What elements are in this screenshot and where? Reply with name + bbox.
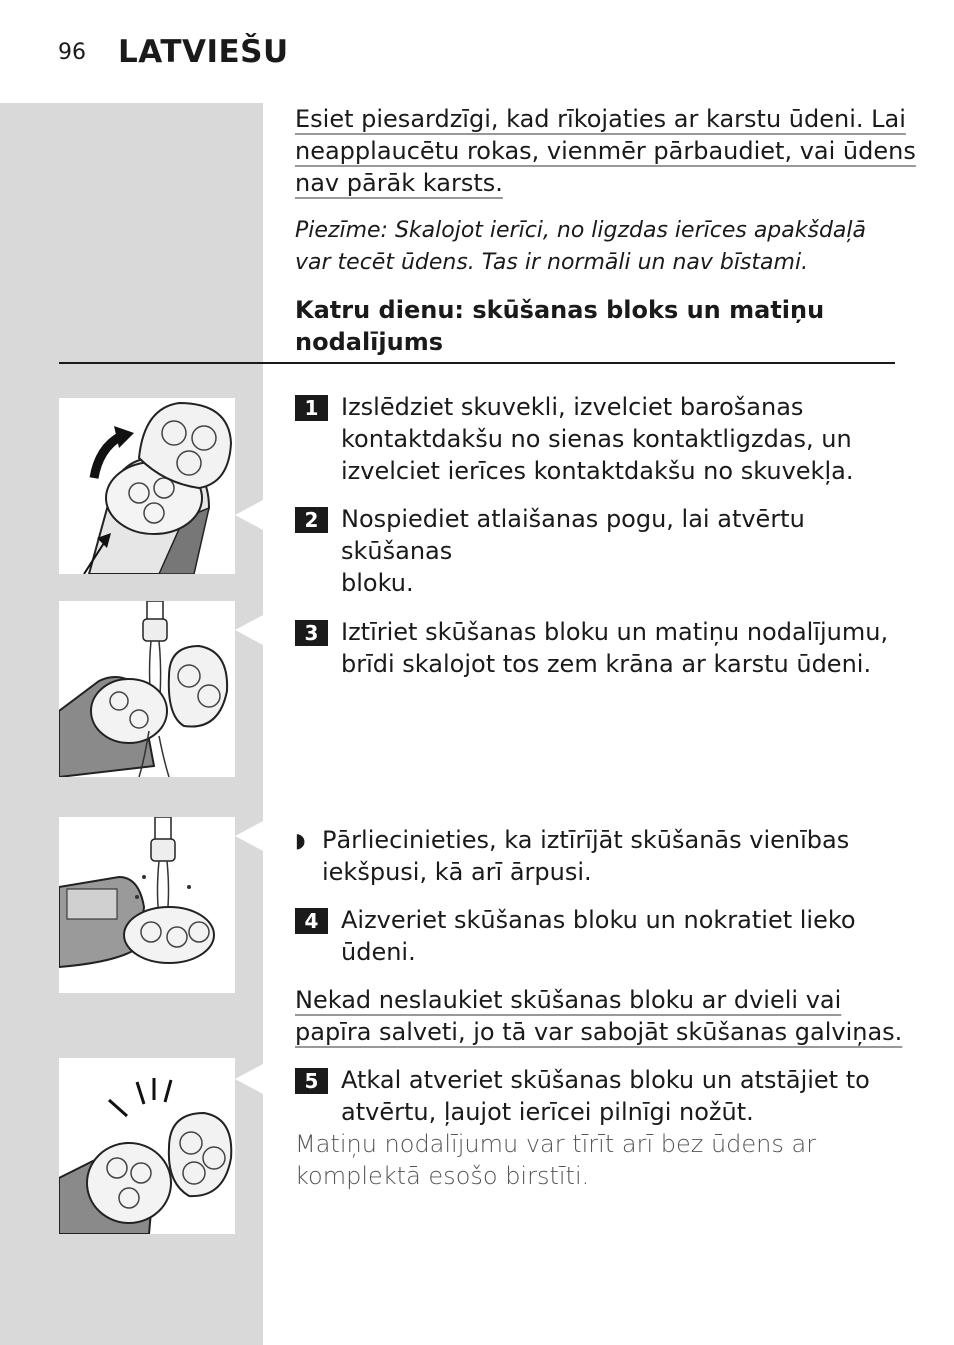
figure-rinse-unit [59,601,235,777]
rinse-note [295,215,866,279]
step-number-badge: 5 [295,1068,328,1094]
section-heading [295,294,824,358]
warning-line: Esiet piesardzīgi, kad rīkojaties ar karstu ūdeni. Lai [295,105,906,133]
dry-cleaning-info [295,1128,816,1192]
shaver-open-illustration [59,398,235,574]
step-line: Aizveriet skūšanas bloku un nokratiet lieko [341,906,856,934]
heading-line: nodalījums [295,328,444,356]
warning-line: nav pārāk karsts. [295,169,503,197]
step-number-badge: 2 [295,507,328,533]
step-line: brīdi skalojot tos zem krāna ar karstu ūdeni. [341,650,872,678]
tip-line: iekšpusi, kā arī ārpusi. [322,858,592,886]
towel-warning [295,984,902,1048]
step-line: Atkal atveriet skūšanas bloku un atstājiet to [341,1066,870,1094]
closed-unit-rinse-illustration [59,817,235,993]
page-number: 96 [58,40,86,65]
warning-line: Nekad neslaukiet skūšanas bloku ar dvieli vai [295,986,842,1014]
figure-pointer [235,615,263,645]
figure-pointer [235,500,263,530]
step-number-badge: 4 [295,908,328,934]
figure-pointer [235,821,263,851]
note-line: Piezīme: Skalojot ierīci, no ligzdas ierīces apakšdaļā [295,218,866,243]
warning-line: papīra salveti, jo tā var sabojāt skūšanas galviņas. [295,1018,903,1046]
figure-open-shaving-unit [59,398,235,574]
step-2 [295,503,895,599]
note-line: var tecēt ūdens. Tas ir normāli un nav bīstami. [295,250,809,275]
step-line: ūdeni. [341,938,416,966]
shaver-drying-illustration [59,1058,235,1234]
step-line: kontaktdakšu no sienas kontaktligzdas, un [341,425,852,453]
step-number-badge: 3 [295,620,328,646]
page-language-title: LATVIEŠU [118,34,289,70]
step-line: izvelciet ierīces kontaktdakšu no skuvekļa. [341,457,854,485]
step-line: bloku. [341,569,414,597]
tip-line: Pārliecinieties, ka iztīrījāt skūšanās vienības [322,826,850,854]
figure-pointer [235,1064,263,1094]
figure-close-unit [59,817,235,993]
step-line: atvērtu, ļaujot ierīcei pilnīgi nožūt. [341,1098,754,1126]
heading-line: Katru dienu: skūšanas bloks un matiņu [295,296,825,324]
step-line: Iztīriet skūšanas bloku un matiņu nodalījumu, [341,618,889,646]
tip-bullet [295,824,895,888]
step-line: Nospiediet atlaišanas pogu, lai atvērtu skūšanas [341,505,805,565]
info-line: Matiņu nodalījumu var tīrīt arī bez ūdens ar [295,1130,817,1158]
info-line: komplektā esošo birstīti. [295,1162,590,1190]
step-4 [295,904,895,968]
bullet-icon: ◗ [295,828,306,852]
rinse-under-tap-illustration [59,601,235,777]
step-1 [295,391,895,487]
step-line: Izslēdziet skuvekli, izvelciet barošanas [341,393,804,421]
figure-dry-unit [59,1058,235,1234]
step-number-badge: 1 [295,395,328,421]
warning-line: neapplaucētu rokas, vienmēr pārbaudiet, vai ūdens [295,137,916,165]
step-5 [295,1064,895,1128]
step-3 [295,616,895,680]
section-divider [59,362,895,364]
hot-water-warning [295,103,916,199]
